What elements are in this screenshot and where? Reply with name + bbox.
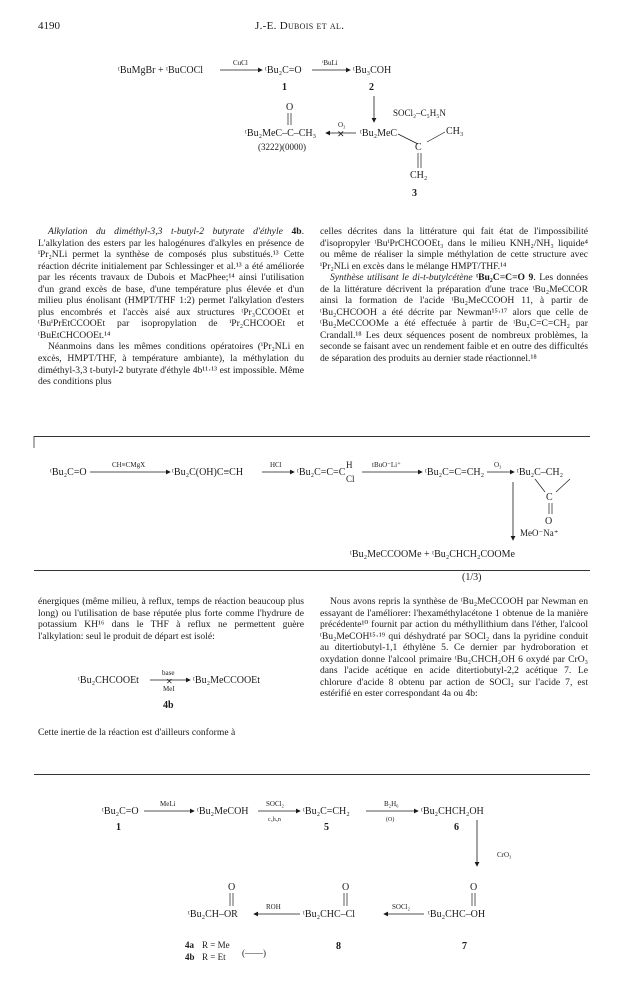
svg-text:6: 6 — [454, 822, 459, 833]
svg-text:ᵗBu₂CHCH₂OH: ᵗBu₂CHCH₂OH — [421, 806, 484, 817]
text-column-left-top: Alkylation du diméthyl-3,3 t-butyl-2 butyrate d'éthyle 4b. L'alkylation des esters par les halogénures d'alkyles en présence de ⁱPr₂NLi permet la synthèse de composés plus substitués.¹³ Cette réaction décrite initialement par Schlessinger et al.¹³ a été améliorée par les récents travaux de Dubois et MacPhee;¹⁴ ainsi l'utilisation d'un grand excès de base, d'une température plus élevée et d'un milieu plus énolisant (HMPT/THF 1:2) permet l'alkylation d'esters plus encombrés et l'accès aisé aux structures ᵗPr₃CCOOEt et ᵗBuⁱPrEtCCOOEt par isopropylation de ⁱPr₂CHCOOEt et ᵗBuEtCHCOOEt.¹⁴ Néanmoins dans les mêmes conditions opératoires (ⁱPr₂NLi en excès, HMPT/THF, à température ambiante), la méthylation du diméthyl-3,3 t-butyl-2 butyrate d'éthyle 4b¹¹·¹³ est impossible. Même des conditions plus — [38, 226, 304, 388]
paragraph-neanmoins: Néanmoins dans les mêmes conditions opératoires (ⁱPr₂NLi en excès, HMPT/THF, à température ambiante), la méthylation du diméthyl-3,3 t-butyl-2 butyrate d'éthyle 4b¹¹·¹³ est impossible. Même des conditions plus — [38, 341, 304, 388]
svg-text:ᵗBu₂C=O: ᵗBu₂C=O — [102, 806, 139, 817]
svg-text:(——): (——) — [242, 948, 266, 958]
s1-code: (3222)(0000) — [258, 142, 306, 152]
scheme-1 — [0, 0, 624, 210]
text-column-left-bottom — [38, 596, 304, 642]
svg-text:ᵗBu₂C=C=C: ᵗBu₂C=C=C — [297, 467, 346, 478]
scheme-3-separator — [34, 774, 590, 775]
svg-text:O: O — [342, 882, 350, 893]
svg-text:O: O — [228, 882, 236, 893]
svg-text:ᵗBu₂MeCCOOEt: ᵗBu₂MeCCOOEt — [193, 675, 261, 686]
paragraph-nous-avons: Nous avons repris la synthèse de ᵗBu₂MeCCOOH par Newman en essayant de l'améliorer: l'hexaméthylacétone 1 obtenue de la manière précédente¹⁰ fournit par action du méthyllithium dans l'éther, l'alcool ᵗBu₂MeCOH¹⁵·¹⁹ qui déshydraté par SOCl₂ dans la pyridine conduit au ditertiobutyl-1,1 éthylène 5. Ce dernier par hydroboration et oxydation donne l'alcool primaire ᵗBu₂CHCH₂OH 6 oxydé par CrO₃ dans l'acide acétique en acide ditertiobutyl-2,2 acétique 7. Le chlorure d'acide 8 obtenu par action de SOCl₂ sur l'acide 7, est estérifié en ester correspondant 4a ou 4b: — [320, 596, 588, 700]
s1-ozone: O₃ — [338, 121, 346, 129]
page-number: 4190 — [38, 20, 60, 32]
text-column-right-top: celles décrites dans la littérature qui fait état de l'impossibilité d'isopropyler ᵗBuⁱPrCHCOOEt₃ dans le milieu KNH₂/NH₃ liquide⁴ ou même de réaliser la simple méthylation de cette structure avec ⁱPr₂NLi en excès dans le mélange HMPT/THF.¹⁴ Synthèse utilisant le di-t-butylcétène ᵗBu₂C=C=O 9. Les données de la littérature décrivent la préparation d'une trace ᵗBu₂MeCCOR ainsi la formation de l'acide ᵗBu₂MeCCOOH 11, à partir de ᵗBu₂CHCOOH a été décrite par Newman¹⁵·¹⁷ alors que celle de ᵗBu₂MeCCOOMe a été effectuée à partir de ᵗBu₂C=C=CH₂ par Crandall.¹⁸ Les deux séquences posent de nombreux problèmes, la seconde se faisant avec un rendement faible et en outre des difficultés de séparation des produits au dernier stade réactionnel.¹⁸ — [320, 226, 588, 365]
s1-label-3: 3 — [412, 188, 417, 199]
svg-text:(O): (O) — [386, 817, 395, 823]
svg-text:4b: 4b — [185, 952, 195, 962]
paragraph-energiques: énergiques (même milieu, à reflux, temps de réaction beaucoup plus long) ou l'utilisation de base réputée plus forte comme l'hydrure de potassium KH¹⁶ dans le THF à reflux ne permettent guère l'alkylation: seul le produit de départ est isolé: — [38, 596, 304, 642]
svg-text:ᵗBu₂C(OH)C≡CH: ᵗBu₂C(OH)C≡CH — [172, 467, 244, 478]
svg-text:5: 5 — [324, 822, 329, 833]
section-title-alkylation: Alkylation du diméthyl-3,3 t-butyl-2 butyrate d'éthyle — [48, 226, 283, 237]
svg-text:ᵗBu₂MeCOH: ᵗBu₂MeCOH — [197, 806, 249, 817]
svg-text:✕: ✕ — [166, 677, 173, 686]
svg-text:MeO⁻Na⁺: MeO⁻Na⁺ — [520, 528, 559, 538]
svg-text:ᵗBu₂CHCOOEt: ᵗBu₂CHCOOEt — [78, 675, 139, 686]
text-column-left-bottom-2 — [38, 727, 304, 739]
svg-text:C: C — [546, 492, 553, 503]
svg-text:MeLi: MeLi — [160, 800, 176, 808]
svg-text:ᵗBu₂CHC–OH: ᵗBu₂CHC–OH — [428, 909, 486, 920]
svg-text:(1/3): (1/3) — [462, 572, 482, 583]
svg-text:7: 7 — [462, 941, 467, 952]
svg-text:✕: ✕ — [337, 129, 345, 139]
s1-ketone: ᵗBu₂MeC–C–CH₃ — [245, 128, 317, 139]
s1-alkene-ch2: CH₂ — [410, 170, 428, 181]
s1-reagent-3: SOCl₂–C₅H₅N — [393, 108, 446, 118]
svg-text:ᵗBu₂CH–OR: ᵗBu₂CH–OR — [188, 909, 238, 920]
s1-label-2: 2 — [369, 82, 374, 93]
svg-text:CrO₃: CrO₃ — [497, 851, 512, 859]
svg-text:O: O — [470, 882, 478, 893]
svg-text:MeI: MeI — [163, 685, 175, 693]
svg-text:c₅h₅n: c₅h₅n — [268, 817, 281, 823]
svg-text:R = Et: R = Et — [202, 952, 226, 962]
paragraph-celles: celles décrites dans la littérature qui fait état de l'impossibilité d'isopropyler ᵗBuⁱPrCHCOOEt₃ dans le milieu KNH₂/NH₃ liquide⁴ ou même de réaliser la simple méthylation de cette structure avec ⁱPr₂NLi en excès dans le mélange HMPT/THF.¹⁴ — [320, 226, 588, 272]
svg-text:CH≡CMgX: CH≡CMgX — [112, 461, 146, 469]
svg-text:ᵗBu₂CHC–Cl: ᵗBu₂CHC–Cl — [303, 909, 356, 920]
svg-text:ᵗBu₂C=C=CH₂: ᵗBu₂C=C=CH₂ — [425, 467, 485, 478]
scheme-2-box — [34, 436, 590, 571]
paragraph-inertie: Cette inertie de la réaction est d'ailleurs conforme à — [38, 727, 236, 738]
svg-text:R = Me: R = Me — [202, 940, 230, 950]
svg-text:ᵗBu₂C–CH₂: ᵗBu₂C–CH₂ — [517, 467, 564, 478]
svg-text:Cl: Cl — [346, 474, 355, 484]
s1-reactant: ᵗBuMgBr + ᵗBuCOCl — [118, 65, 204, 76]
s1-product-2: ᵗBu₃COH — [353, 65, 392, 76]
svg-text:ᵗBu₂C=O: ᵗBu₂C=O — [50, 467, 87, 478]
paragraph-alkylation: . L'alkylation des esters par les halogénures d'alkyles en présence de ⁱPr₂NLi permet la synthèse de composés plus substitués.¹³ Cette réaction décrite initialement par Schlessinger et al.¹³ a été améliorée par les récents travaux de Dubois et MacPhee;¹⁴ ainsi l'utilisation d'un grand excès de base, d'une température plus élevée et d'un milieu plus énolisant (HMPT/THF 1:2) permet l'alkylation d'esters plus encombrés et l'accès aisé aux structures ᵗPr₃CCOOEt et ᵗBuⁱPrEtCCOOEt par isopropylation de ⁱPr₂CHCOOEt et ᵗBuEtCHCOOEt.¹⁴ — [38, 226, 304, 341]
s1-product-1: ᵗBu₂C=O — [265, 65, 302, 76]
s1-alkene-right: CH₃ — [446, 126, 464, 137]
svg-text:base: base — [162, 669, 175, 677]
svg-text:1: 1 — [116, 822, 121, 833]
svg-text:4a: 4a — [185, 940, 194, 950]
svg-text:O₃: O₃ — [494, 461, 502, 469]
s1-reagent-1: CuCl — [233, 59, 248, 67]
s1-alkene-left: ᵗBu₂MeC — [360, 128, 398, 139]
svg-text:ᵗBu₂C=CH₂: ᵗBu₂C=CH₂ — [303, 806, 350, 817]
text-column-right-bottom — [320, 596, 588, 700]
svg-text:SOCl₂: SOCl₂ — [392, 903, 411, 911]
svg-text:B₂H₆: B₂H₆ — [384, 800, 399, 808]
svg-text:8: 8 — [336, 941, 341, 952]
svg-text:H: H — [346, 460, 353, 470]
svg-text:tBuO⁻Li⁺: tBuO⁻Li⁺ — [372, 461, 401, 469]
paragraph-synthese: . Les données de la littérature décrivent la préparation d'une trace ᵗBu₂MeCCOR ainsi la formation de l'acide ᵗBu₂MeCCOOH 11, à partir de ᵗBu₂CHCOOH a été décrite par Newman¹⁵·¹⁷ alors que celle de ᵗBu₂MeCCOOMe a été effectuée à partir de ᵗBu₂C=C=CH₂ par Crandall.¹⁸ Les deux séquences posent de nombreux problèmes, la seconde se faisant avec un rendement faible et en outre des difficultés de séparation des produits au dernier stade réactionnel.¹⁸ — [320, 272, 588, 365]
svg-text:O: O — [545, 516, 553, 527]
svg-text:ROH: ROH — [266, 903, 281, 911]
s1-label-1: 1 — [282, 82, 287, 93]
svg-text:HCl: HCl — [270, 461, 282, 469]
s1-ketone-o: O — [286, 102, 294, 113]
svg-text:ᵗBu₂MeCCOOMe + ᵗBu₂CHCH₂COOMe: ᵗBu₂MeCCOOMe + ᵗBu₂CHCH₂COOMe — [350, 549, 515, 560]
s1-alkene-c: C — [415, 142, 422, 153]
section-title-synthese: Synthèse utilisant le di-t-butylcétène — [330, 272, 473, 284]
svg-text:4b: 4b — [163, 700, 174, 711]
s1-reagent-2: ᵗBuLi — [322, 59, 338, 67]
svg-text:SOCl₂: SOCl₂ — [266, 800, 285, 808]
running-header-authors: J.-E. Dubois et al. — [255, 20, 345, 32]
